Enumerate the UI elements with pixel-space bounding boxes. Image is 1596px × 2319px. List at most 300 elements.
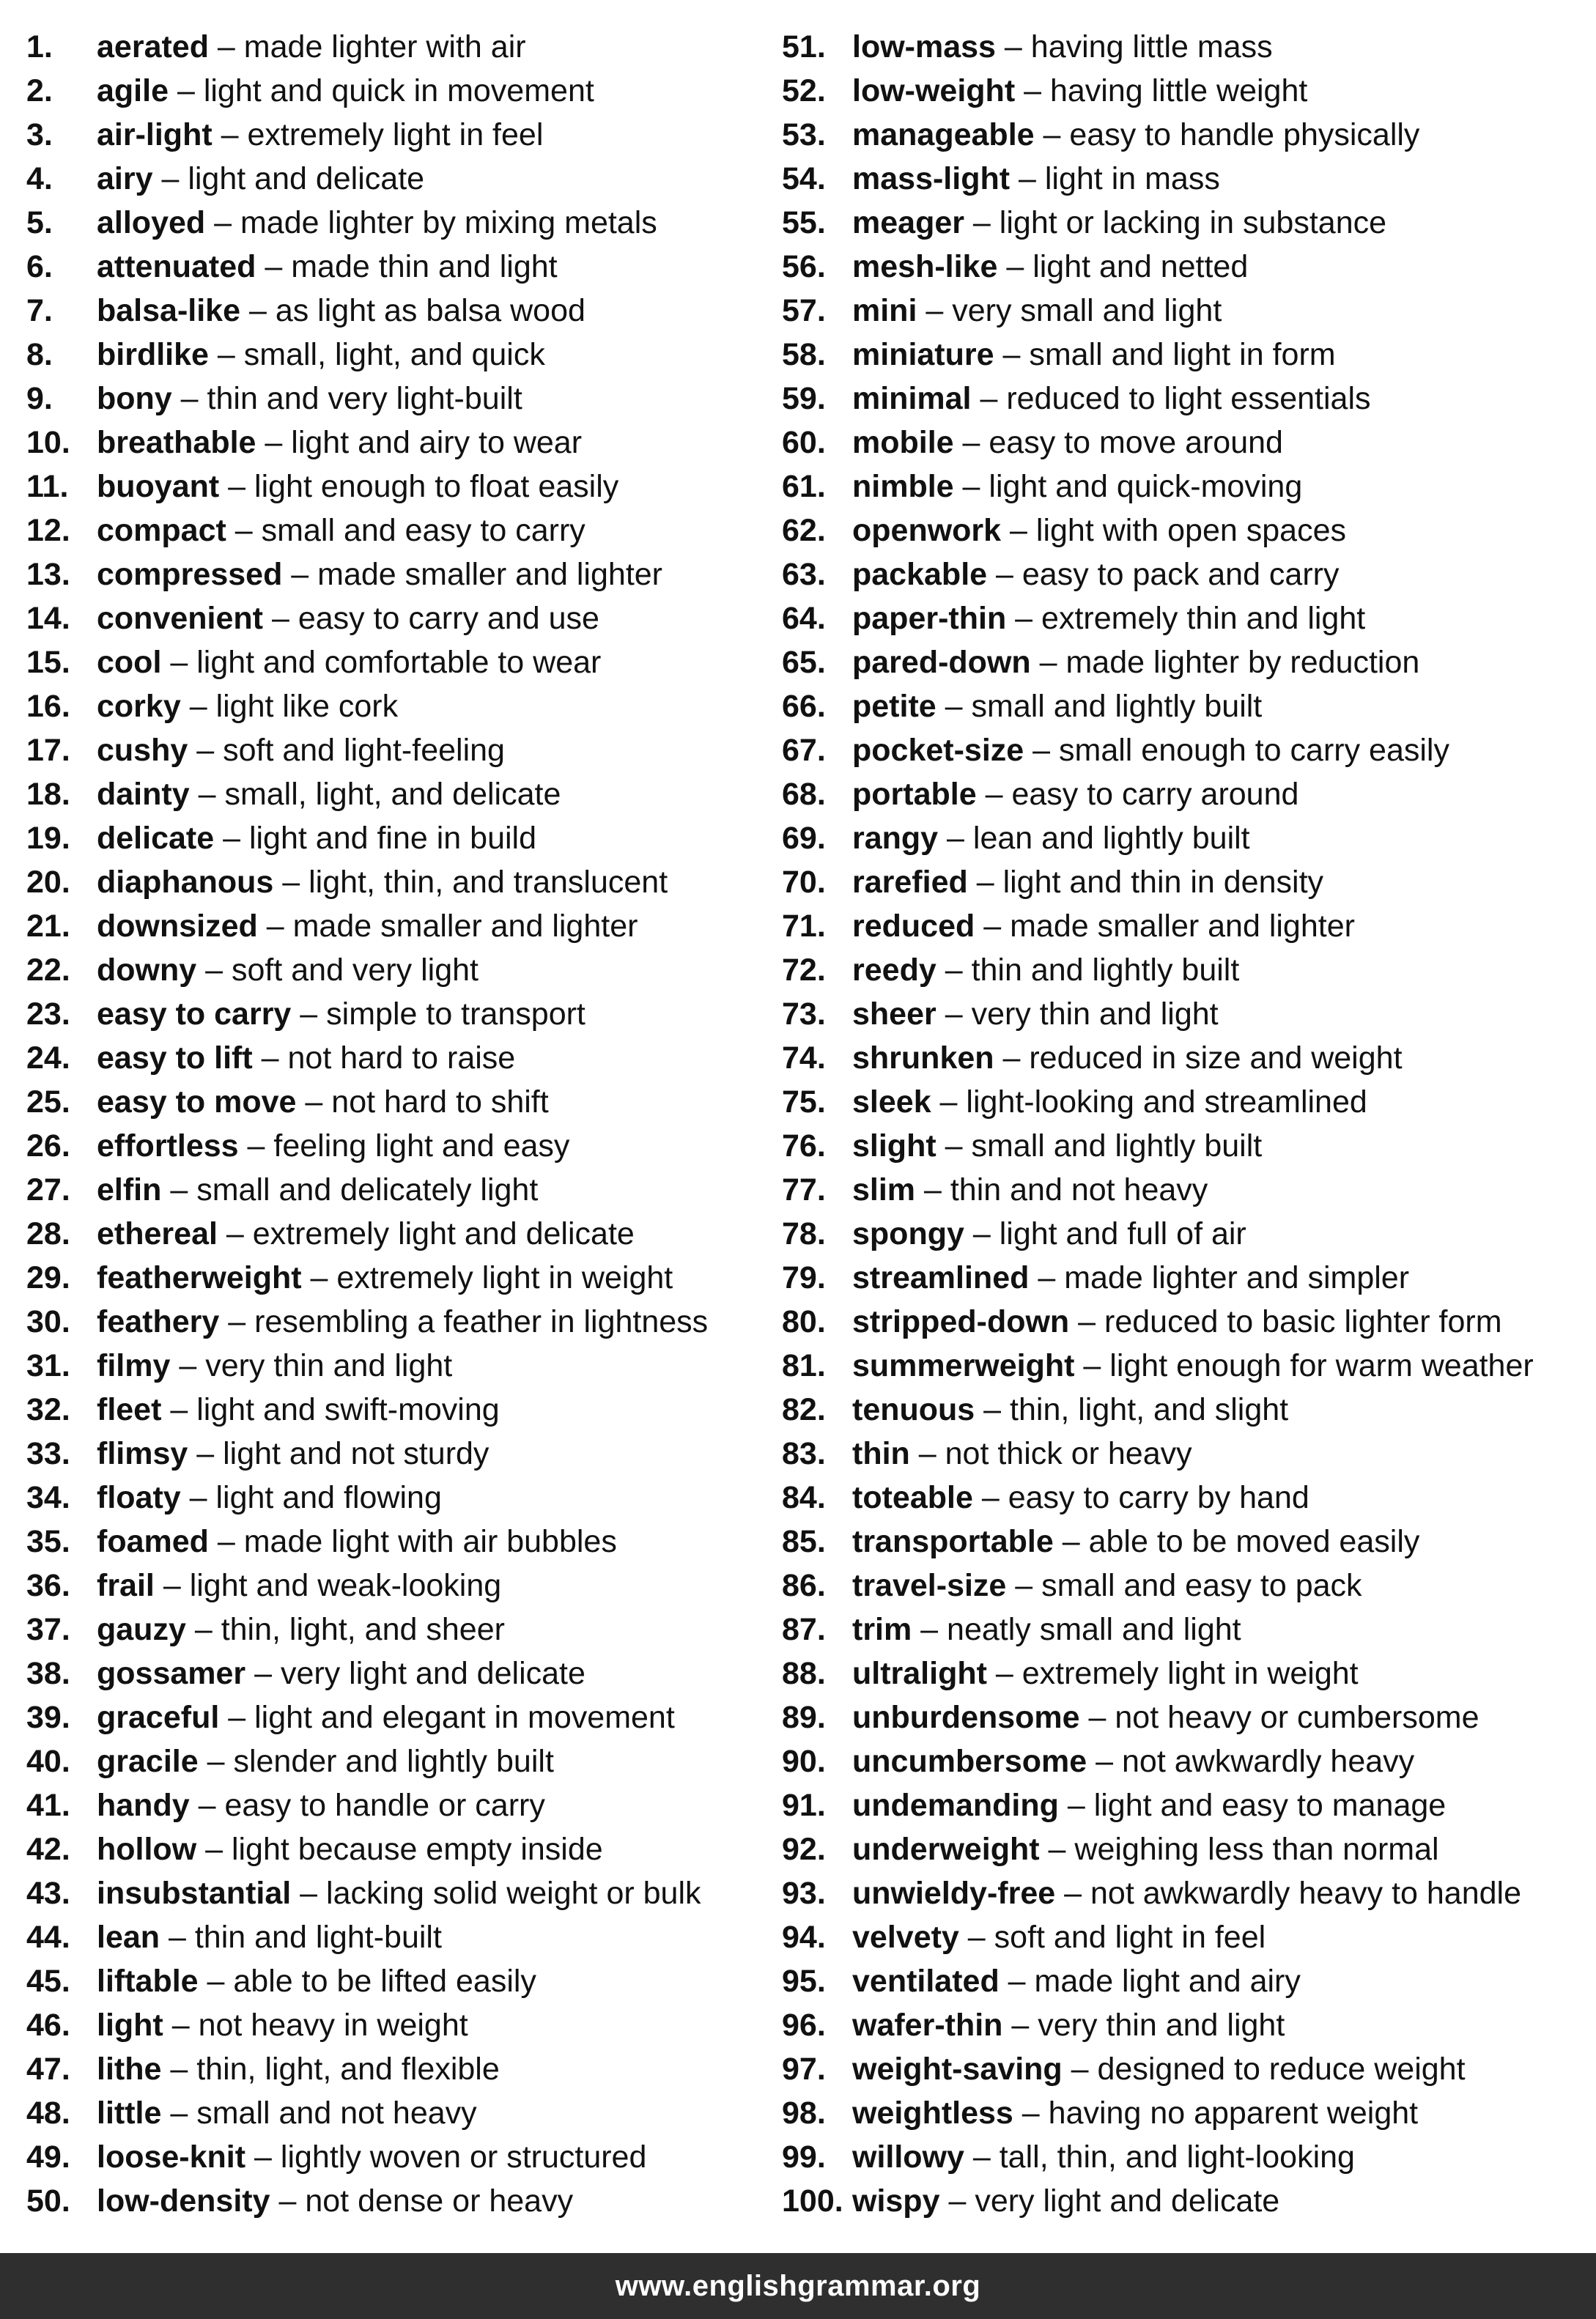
item-text: [852, 816, 1250, 860]
item-number: 40.: [26, 1744, 70, 1779]
item-separator: –: [301, 1260, 337, 1295]
item-text: [97, 640, 601, 684]
item-word: downy: [97, 953, 197, 988]
item-separator: –: [1006, 1568, 1042, 1603]
item-definition: lightly woven or structured: [280, 2139, 647, 2175]
list-item: [782, 1476, 1588, 1520]
item-text: [852, 596, 1365, 640]
item-text: [852, 245, 1248, 289]
item-definition: feeling light and easy: [273, 1128, 570, 1164]
list-item: [26, 684, 766, 728]
list-item: [26, 640, 766, 684]
item-number: 12.: [26, 513, 70, 548]
item-word: wispy: [852, 2183, 940, 2219]
item-word: toteable: [852, 1480, 973, 1515]
item-word: minimal: [852, 381, 972, 416]
item-separator: –: [161, 1392, 197, 1427]
item-definition: made thin and light: [291, 249, 558, 284]
item-number: 57.: [782, 293, 826, 328]
item-separator: –: [972, 1480, 1008, 1515]
list-item: [782, 640, 1588, 684]
item-text: [852, 1388, 1288, 1432]
item-definition: slender and lightly built: [233, 1744, 554, 1779]
item-definition: very small and light: [952, 293, 1222, 328]
list-item: [782, 1168, 1588, 1212]
item-number: 31.: [26, 1348, 70, 1383]
item-separator: –: [161, 645, 197, 680]
list-item: [782, 1783, 1588, 1827]
item-text: [852, 157, 1220, 201]
item-word: cool: [97, 645, 162, 680]
item-text: [97, 201, 657, 245]
list-item: [26, 1695, 766, 1739]
item-word: low-density: [97, 2183, 270, 2219]
item-definition: extremely light and delicate: [252, 1216, 635, 1251]
item-number: 98.: [782, 2096, 826, 2131]
item-text: [852, 1783, 1446, 1827]
item-word: ultralight: [852, 1656, 987, 1691]
item-definition: reduced to basic lighter form: [1104, 1304, 1502, 1339]
list-item: [782, 157, 1588, 201]
item-text: [97, 377, 522, 421]
item-separator: –: [1001, 513, 1036, 548]
list-item: [26, 1388, 766, 1432]
item-number: 35.: [26, 1524, 70, 1559]
item-definition: tall, thin, and light-looking: [999, 2139, 1355, 2175]
list-item: [26, 245, 766, 289]
item-definition: not dense or heavy: [305, 2183, 574, 2219]
item-text: [852, 289, 1222, 333]
item-separator: –: [975, 909, 1011, 944]
item-number: 38.: [26, 1656, 70, 1691]
item-separator: –: [212, 117, 248, 152]
item-text: [852, 684, 1262, 728]
item-word: miniature: [852, 337, 994, 372]
item-text: [97, 421, 582, 465]
item-word: bony: [97, 381, 172, 416]
item-number: 14.: [26, 601, 70, 636]
item-number: 50.: [26, 2183, 70, 2219]
item-word: compact: [97, 513, 226, 548]
item-number: 70.: [782, 865, 826, 900]
item-definition: soft and very light: [231, 953, 479, 988]
item-text: [97, 1827, 603, 1871]
list-item: [782, 2179, 1588, 2223]
list-item: [782, 69, 1588, 113]
item-separator: –: [160, 1920, 195, 1955]
item-definition: very light and delicate: [280, 1656, 585, 1691]
item-number: 23.: [26, 996, 70, 1032]
item-word: alloyed: [97, 205, 206, 240]
list-item: [26, 1168, 766, 1212]
item-separator: –: [198, 1744, 234, 1779]
item-word: loose-knit: [97, 2139, 246, 2175]
item-definition: not heavy or cumbersome: [1115, 1700, 1479, 1735]
item-text: [852, 1476, 1309, 1520]
list-item: [26, 508, 766, 552]
item-text: [852, 1959, 1301, 2003]
item-definition: made lighter with air: [243, 29, 526, 64]
item-definition: light-looking and streamlined: [966, 1084, 1367, 1120]
list-item: [26, 1476, 766, 1520]
item-separator: –: [189, 777, 225, 812]
item-word: effortless: [97, 1128, 239, 1164]
list-item: [782, 904, 1588, 948]
item-word: pocket-size: [852, 733, 1024, 768]
list-item: [26, 1739, 766, 1783]
item-text: [97, 333, 545, 377]
item-separator: –: [154, 1568, 190, 1603]
list-item: [26, 1915, 766, 1959]
item-separator: –: [938, 821, 973, 856]
item-number: 100.: [782, 2183, 843, 2219]
item-word: summerweight: [852, 1348, 1075, 1383]
item-separator: –: [994, 1040, 1030, 1076]
item-number: 34.: [26, 1480, 70, 1515]
item-number: 1.: [26, 29, 53, 64]
item-separator: –: [971, 381, 1007, 416]
item-word: slim: [852, 1172, 916, 1207]
item-definition: light and flowing: [215, 1480, 442, 1515]
list-item: [26, 728, 766, 772]
item-separator: –: [939, 2183, 975, 2219]
item-number: 74.: [782, 1040, 826, 1076]
item-definition: small and light in form: [1029, 337, 1336, 372]
item-text: [852, 860, 1323, 904]
item-text: [97, 1080, 549, 1124]
list-item: [26, 2135, 766, 2179]
item-definition: thin and light-built: [194, 1920, 442, 1955]
item-word: nimble: [852, 469, 954, 504]
item-text: [852, 904, 1355, 948]
item-separator: –: [161, 2096, 197, 2131]
list-item: [782, 1124, 1588, 1168]
item-separator: –: [936, 996, 972, 1032]
item-number: 90.: [782, 1744, 826, 1779]
item-separator: –: [976, 777, 1012, 812]
item-word: tenuous: [852, 1392, 975, 1427]
item-word: wafer-thin: [852, 2008, 1003, 2043]
list-item: [26, 1520, 766, 1564]
item-separator: –: [1055, 1876, 1090, 1911]
list-item: [26, 1564, 766, 1608]
item-number: 46.: [26, 2008, 70, 2043]
item-word: streamlined: [852, 1260, 1030, 1295]
item-definition: light like cork: [215, 689, 399, 724]
item-definition: light and netted: [1032, 249, 1249, 284]
item-text: [852, 465, 1302, 508]
word-list-left-column: [26, 25, 766, 2223]
item-definition: small, light, and quick: [243, 337, 545, 372]
item-separator: –: [282, 557, 318, 592]
list-item: [26, 1827, 766, 1871]
item-separator: –: [214, 821, 249, 856]
item-separator: –: [1069, 1304, 1105, 1339]
list-item: [782, 728, 1588, 772]
list-item: [26, 948, 766, 992]
list-item: [782, 113, 1588, 157]
item-definition: having no apparent weight: [1048, 2096, 1419, 2131]
list-item: [782, 1827, 1588, 1871]
item-text: [852, 1871, 1521, 1915]
item-number: 43.: [26, 1876, 70, 1911]
item-word: filmy: [97, 1348, 171, 1383]
item-separator: –: [997, 249, 1033, 284]
item-number: 4.: [26, 161, 53, 196]
item-definition: able to be lifted easily: [233, 1964, 536, 1999]
list-item: [26, 201, 766, 245]
item-word: cushy: [97, 733, 188, 768]
item-number: 89.: [782, 1700, 826, 1735]
item-number: 81.: [782, 1348, 826, 1383]
list-item: [26, 69, 766, 113]
item-number: 71.: [782, 909, 826, 944]
item-word: attenuated: [97, 249, 256, 284]
item-definition: easy to pack and carry: [1021, 557, 1340, 592]
item-word: thin: [852, 1436, 910, 1471]
item-separator: –: [163, 2008, 199, 2043]
item-separator: –: [987, 557, 1022, 592]
item-text: [97, 2179, 573, 2223]
item-word: compressed: [97, 557, 283, 592]
item-text: [97, 904, 638, 948]
item-number: 30.: [26, 1304, 70, 1339]
item-separator: –: [936, 1128, 972, 1164]
item-definition: small and delicately light: [196, 1172, 539, 1207]
item-definition: thin, light, and slight: [1010, 1392, 1289, 1427]
item-number: 16.: [26, 689, 70, 724]
item-separator: –: [975, 1392, 1011, 1427]
item-word: elfin: [97, 1172, 162, 1207]
item-word: lean: [97, 1920, 160, 1955]
item-separator: –: [958, 1920, 994, 1955]
list-item: [782, 948, 1588, 992]
list-item: [782, 1256, 1588, 1300]
item-number: 21.: [26, 909, 70, 944]
list-item: [782, 421, 1588, 465]
item-number: 8.: [26, 337, 53, 372]
list-item: [782, 1564, 1588, 1608]
item-definition: made smaller and lighter: [292, 909, 638, 944]
item-separator: –: [936, 953, 972, 988]
item-text: [97, 2047, 500, 2091]
item-separator: –: [170, 1348, 206, 1383]
item-word: airy: [97, 161, 153, 196]
item-word: spongy: [852, 1216, 964, 1251]
item-separator: –: [238, 1128, 274, 1164]
item-number: 3.: [26, 117, 53, 152]
item-word: dainty: [97, 777, 190, 812]
list-item: [26, 1344, 766, 1388]
list-item: [26, 465, 766, 508]
list-item: [782, 2091, 1588, 2135]
item-separator: –: [1029, 1260, 1065, 1295]
item-word: ventilated: [852, 1964, 1000, 1999]
list-item: [26, 113, 766, 157]
item-definition: as light as balsa wood: [275, 293, 585, 328]
item-separator: –: [219, 469, 255, 504]
item-word: foamed: [97, 1524, 209, 1559]
item-text: [97, 25, 526, 69]
item-word: petite: [852, 689, 936, 724]
item-number: 56.: [782, 249, 826, 284]
list-item: [782, 2003, 1588, 2047]
item-word: gracile: [97, 1744, 199, 1779]
item-separator: –: [1053, 1524, 1089, 1559]
item-text: [852, 552, 1339, 596]
list-item: [782, 860, 1588, 904]
item-text: [852, 1168, 1208, 1212]
item-text: [97, 2003, 468, 2047]
list-item: [782, 465, 1588, 508]
item-text: [852, 1739, 1414, 1783]
list-item: [782, 684, 1588, 728]
list-item: [782, 508, 1588, 552]
list-item: [26, 1783, 766, 1827]
item-text: [97, 552, 662, 596]
item-definition: light and thin in density: [1002, 865, 1324, 900]
item-definition: designed to reduce weight: [1097, 2052, 1466, 2087]
list-item: [782, 1739, 1588, 1783]
item-number: 96.: [782, 2008, 826, 2043]
list-item: [26, 860, 766, 904]
item-text: [852, 333, 1336, 377]
list-item: [782, 1959, 1588, 2003]
item-word: fleet: [97, 1392, 162, 1427]
list-item: [26, 25, 766, 69]
item-text: [852, 2091, 1418, 2135]
item-definition: lacking solid weight or bulk: [326, 1876, 701, 1911]
item-number: 26.: [26, 1128, 70, 1164]
item-number: 32.: [26, 1392, 70, 1427]
item-separator: –: [915, 1172, 950, 1207]
item-definition: easy to carry around: [1011, 777, 1299, 812]
item-definition: light and fine in build: [248, 821, 537, 856]
item-word: reduced: [852, 909, 975, 944]
item-text: [852, 1915, 1266, 1959]
item-text: [97, 1300, 708, 1344]
item-definition: neatly small and light: [947, 1612, 1241, 1647]
list-item: [26, 1256, 766, 1300]
item-separator: –: [296, 1084, 332, 1120]
item-word: frail: [97, 1568, 155, 1603]
item-number: 47.: [26, 2052, 70, 2087]
list-item: [782, 377, 1588, 421]
item-word: low-weight: [852, 73, 1016, 108]
item-definition: weighing less than normal: [1074, 1832, 1439, 1867]
item-separator: –: [245, 1656, 281, 1691]
word-list-right-column: [782, 25, 1588, 2223]
item-number: 51.: [782, 29, 826, 64]
item-separator: –: [986, 1656, 1022, 1691]
item-word: mass-light: [852, 161, 1011, 196]
item-separator: –: [196, 953, 232, 988]
item-number: 54.: [782, 161, 826, 196]
footer-url[interactable]: www.englishgrammar.org: [615, 2269, 981, 2302]
item-number: 76.: [782, 1128, 826, 1164]
item-definition: able to be moved easily: [1088, 1524, 1420, 1559]
item-text: [852, 113, 1419, 157]
item-word: paper-thin: [852, 601, 1007, 636]
item-word: aerated: [97, 29, 209, 64]
item-separator: –: [291, 996, 327, 1032]
item-word: travel-size: [852, 1568, 1007, 1603]
item-number: 25.: [26, 1084, 70, 1120]
item-word: flimsy: [97, 1436, 188, 1471]
item-word: underweight: [852, 1832, 1040, 1867]
item-text: [852, 2135, 1355, 2179]
list-item: [782, 1652, 1588, 1695]
item-definition: made lighter and simpler: [1064, 1260, 1410, 1295]
item-separator: –: [1087, 1744, 1123, 1779]
item-text: [852, 1080, 1367, 1124]
item-number: 36.: [26, 1568, 70, 1603]
item-definition: small enough to carry easily: [1059, 733, 1449, 768]
list-item: [782, 1520, 1588, 1564]
item-number: 44.: [26, 1920, 70, 1955]
list-item: [782, 245, 1588, 289]
item-definition: thin and very light-built: [207, 381, 522, 416]
item-number: 9.: [26, 381, 53, 416]
item-number: 52.: [782, 73, 826, 108]
item-word: rarefied: [852, 865, 968, 900]
item-word: handy: [97, 1788, 190, 1823]
item-definition: light enough to float easily: [254, 469, 619, 504]
item-text: [852, 1608, 1241, 1652]
item-separator: –: [219, 1700, 255, 1735]
item-separator: –: [185, 1612, 221, 1647]
item-number: 45.: [26, 1964, 70, 1999]
list-item: [782, 333, 1588, 377]
item-definition: very light and delicate: [975, 2183, 1280, 2219]
item-definition: small and lightly built: [971, 1128, 1263, 1164]
item-word: transportable: [852, 1524, 1054, 1559]
item-text: [852, 772, 1298, 816]
item-text: [852, 1564, 1362, 1608]
item-number: 91.: [782, 1788, 826, 1823]
list-item: [26, 377, 766, 421]
item-separator: –: [1010, 161, 1045, 196]
item-number: 88.: [782, 1656, 826, 1691]
item-definition: easy to carry by hand: [1008, 1480, 1309, 1515]
item-number: 29.: [26, 1260, 70, 1295]
item-number: 33.: [26, 1436, 70, 1471]
item-word: shrunken: [852, 1040, 994, 1076]
item-text: [852, 1695, 1479, 1739]
list-item: [26, 1080, 766, 1124]
item-number: 92.: [782, 1832, 826, 1867]
list-item: [782, 2047, 1588, 2091]
item-number: 58.: [782, 337, 826, 372]
item-number: 68.: [782, 777, 826, 812]
item-text: [97, 157, 424, 201]
item-text: [97, 1212, 635, 1256]
item-separator: –: [909, 1436, 945, 1471]
list-item: [26, 1652, 766, 1695]
item-separator: –: [912, 1612, 947, 1647]
item-word: willowy: [852, 2139, 964, 2175]
item-separator: –: [291, 1876, 327, 1911]
item-separator: –: [1013, 2096, 1049, 2131]
item-word: openwork: [852, 513, 1002, 548]
list-item: [782, 992, 1588, 1036]
item-separator: –: [252, 1040, 288, 1076]
list-item: [26, 2179, 766, 2223]
list-item: [26, 772, 766, 816]
item-text: [97, 1783, 545, 1827]
item-separator: –: [953, 425, 989, 460]
item-separator: –: [208, 1524, 244, 1559]
